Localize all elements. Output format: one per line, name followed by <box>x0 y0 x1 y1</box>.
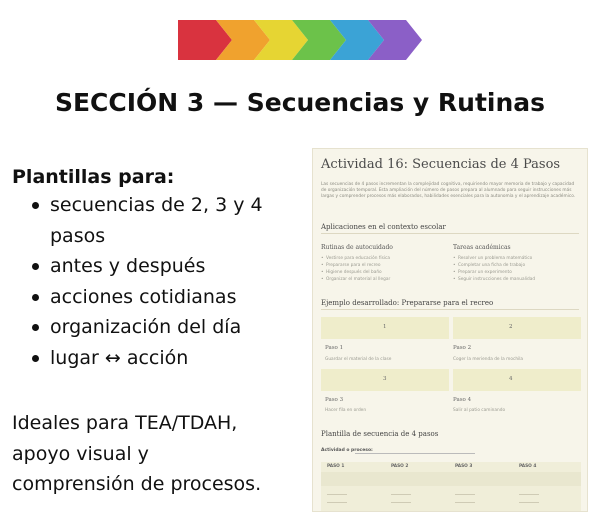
colored-arrows-decoration <box>176 12 424 68</box>
blank-line <box>391 494 411 495</box>
step-label: Paso 1 <box>325 345 344 351</box>
step-number: 2 <box>509 324 513 330</box>
list-item: • Seguir instrucciones de manualidad <box>453 276 535 283</box>
step-label: Paso 4 <box>453 397 472 403</box>
ideal-line: apoyo visual y <box>12 442 149 465</box>
list-item: • Completar una ficha de trabajo <box>453 262 535 269</box>
bullet-item: antes y después <box>32 251 312 282</box>
ideal-line: comprensión de procesos. <box>12 473 262 495</box>
blank-line <box>455 494 475 495</box>
blank-line <box>327 494 347 495</box>
context-heading: Aplicaciones en el contexto escolar <box>321 223 446 231</box>
divider <box>321 309 579 310</box>
template-table <box>321 462 581 512</box>
bullet-item: lugar ↔ acción <box>32 343 312 374</box>
divider <box>321 233 579 234</box>
activity-line <box>355 453 475 454</box>
template-heading: Plantilla de secuencia de 4 pasos <box>321 430 439 438</box>
table-header: PASO 4 <box>519 464 537 469</box>
templates-bullet-list <box>12 190 312 373</box>
blank-line <box>455 502 475 503</box>
worksheet-intro: Las secuencias de 4 pasos incrementan la complejidad cognitiva, requiriendo mayor memoria de trabajo y capacidad de organización temporal. Esta ampliación del número de pasos prepara al alumnado para seguir instrucciones más largas y comprender procesos más elaborados, habilidades esenciales para la autonomía y el aprendizaje académico. <box>321 182 576 199</box>
col2-heading: Tareas académicas <box>453 244 511 251</box>
step-description: Coger la merienda de la mochila <box>453 357 524 362</box>
templates-list-block <box>12 166 312 373</box>
list-item: • Vestirse para educación física <box>321 255 390 262</box>
step-number: 1 <box>383 324 387 330</box>
col1-list <box>321 255 390 283</box>
step-box <box>453 317 581 339</box>
col2-list <box>453 255 535 283</box>
list-item: • Resolver un problema matemático <box>453 255 535 262</box>
table-header: PASO 3 <box>455 464 473 469</box>
blank-line <box>327 502 347 503</box>
worksheet-preview <box>312 148 588 512</box>
table-header: PASO 2 <box>391 464 409 469</box>
bullet-item: acciones cotidianas <box>32 282 312 313</box>
step-description: Hacer fila en orden <box>325 408 367 413</box>
step-box <box>453 369 581 391</box>
worksheet-title: Actividad 16: Secuencias de 4 Pasos <box>321 157 561 172</box>
step-description: Salir al patio caminando <box>453 408 506 413</box>
step-label: Paso 3 <box>325 397 344 403</box>
step-number: 4 <box>509 376 513 382</box>
blank-line <box>391 502 411 503</box>
step-label: Paso 2 <box>453 345 472 351</box>
activity-label: Actividad o proceso: <box>321 448 373 453</box>
templates-subtitle: Plantillas para: <box>12 166 175 188</box>
ideal-for-text <box>12 408 312 500</box>
section-title: SECCIÓN 3 — Secuencias y Rutinas <box>54 88 546 117</box>
list-item: • Preparar un experimento <box>453 269 535 276</box>
list-item: • Higiene después del baño <box>321 269 390 276</box>
step-number: 3 <box>383 376 387 382</box>
list-item: • Prepararse para el recreo <box>321 262 390 269</box>
bullet-item: secuencias de 2, 3 y 4 pasos <box>32 190 312 251</box>
list-item: • Organizar el material al llegar <box>321 276 390 283</box>
col1-heading: Rutinas de autocuidado <box>321 244 393 251</box>
ideal-line: Ideales para TEA/TDAH, <box>12 412 238 434</box>
blank-line <box>519 502 539 503</box>
step-description: Guardar el material de la clase <box>325 357 392 362</box>
blank-line <box>519 494 539 495</box>
example-heading: Ejemplo desarrollado: Prepararse para el recreo <box>321 299 494 307</box>
bullet-item: organización del día <box>32 312 312 343</box>
table-row <box>321 472 581 486</box>
table-header: PASO 1 <box>327 464 345 469</box>
